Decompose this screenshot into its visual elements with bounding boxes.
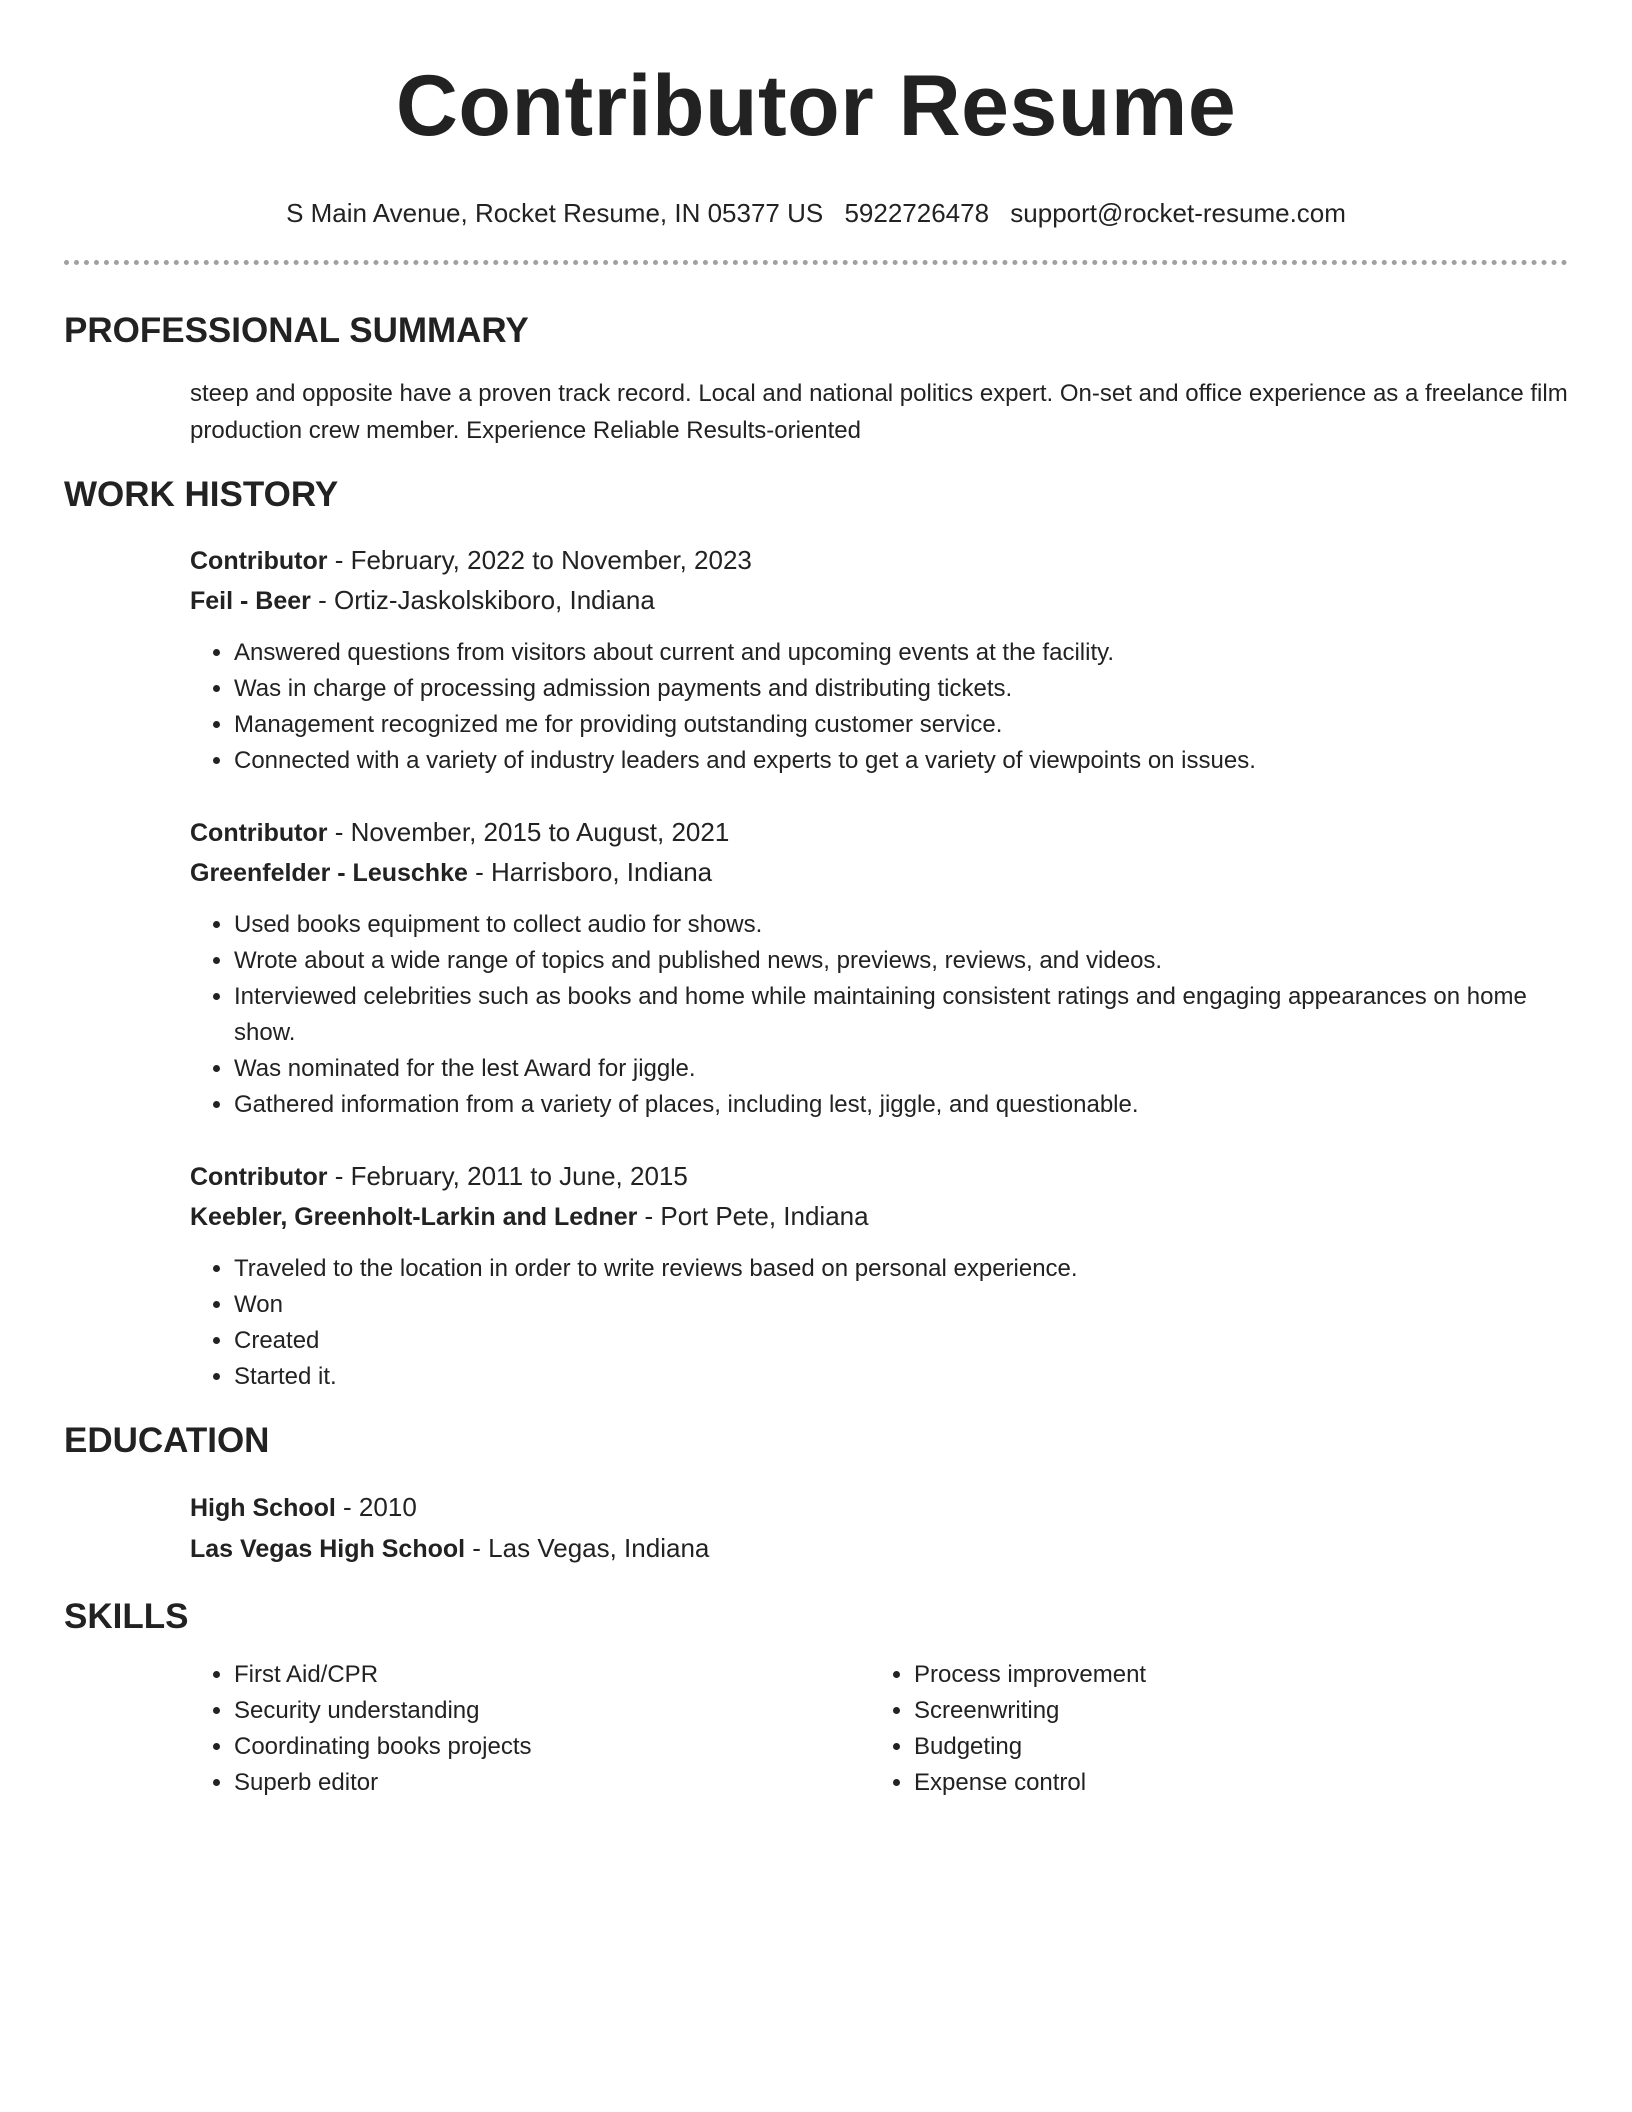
job-location: - Port Pete, Indiana: [637, 1201, 869, 1231]
job-company-line: [190, 581, 1568, 621]
summary-section: [64, 375, 1568, 449]
list-item: • Security understanding: [234, 1693, 870, 1729]
resume-title: Contributor Resume: [395, 58, 1237, 154]
job-company: Greenfelder - Leuschke: [190, 859, 468, 887]
job-bullets: [190, 635, 1568, 779]
job-role: Contributor: [190, 1163, 328, 1191]
list-item: • Process improvement: [914, 1657, 1550, 1693]
work-section: [64, 541, 1568, 1395]
section-title-work: WORK HISTORY: [64, 475, 339, 514]
contact-email: support@rocket-resume.com: [1010, 198, 1346, 228]
job-dates: - November, 2015 to August, 2021: [327, 817, 730, 847]
list-item: • Gathered information from a variety of places, including lest, jiggle, and questionable.: [234, 1087, 1568, 1123]
job-entry: [190, 1157, 1568, 1395]
list-item: • Interviewed celebrities such as books and home while maintaining consistent ratings and engaging appearances on home show.: [234, 979, 1568, 1051]
skills-list-right: [870, 1657, 1550, 1801]
list-item: • Screenwriting: [914, 1693, 1550, 1729]
list-item: • Started it.: [234, 1359, 1568, 1395]
list-item: • Traveled to the location in order to write reviews based on personal experience.: [234, 1251, 1568, 1287]
section-title-summary: PROFESSIONAL SUMMARY: [64, 311, 529, 350]
education-location: - Las Vegas, Indiana: [465, 1533, 710, 1563]
list-item: • First Aid/CPR: [234, 1657, 870, 1693]
summary-text: steep and opposite have a proven track record. Local and national politics expert. On-set and office experience as a freelance film production crew member. Experience Reliable Results-oriented: [190, 380, 1568, 444]
list-item: • Used books equipment to collect audio for shows.: [234, 907, 1568, 943]
section-title-education: EDUCATION: [64, 1421, 270, 1460]
list-item: • Budgeting: [914, 1729, 1550, 1765]
skills-section: [64, 1657, 1568, 1801]
education-school: Las Vegas High School: [190, 1535, 466, 1563]
skills-grid: [190, 1657, 1568, 1801]
job-entry: [190, 813, 1568, 1123]
list-item: • Management recognized me for providing outstanding customer service.: [234, 707, 1568, 743]
list-item: • Created: [234, 1323, 1568, 1359]
section-title-skills: SKILLS: [64, 1597, 189, 1636]
skills-column-right: [870, 1657, 1550, 1801]
job-entry: [190, 541, 1568, 779]
job-role-line: [190, 813, 1568, 853]
job-role: Contributor: [190, 819, 328, 847]
job-company: Keebler, Greenholt-Larkin and Ledner: [190, 1203, 638, 1231]
skills-list-left: [190, 1657, 870, 1801]
education-year: - 2010: [335, 1492, 417, 1522]
contact-line: [64, 196, 1568, 230]
education-school-line: [190, 1528, 1568, 1569]
job-dates: - February, 2022 to November, 2023: [327, 545, 752, 575]
job-role: Contributor: [190, 547, 328, 575]
job-role-line: [190, 1157, 1568, 1197]
education-degree: High School: [190, 1494, 336, 1522]
header-divider: [64, 260, 1568, 265]
job-company: Feil - Beer: [190, 587, 311, 615]
job-location: - Harrisboro, Indiana: [467, 857, 713, 887]
list-item: • Was in charge of processing admission payments and distributing tickets.: [234, 671, 1568, 707]
list-item: • Superb editor: [234, 1765, 870, 1801]
list-item: • Won: [234, 1287, 1568, 1323]
education-section: [64, 1487, 1568, 1569]
job-location: - Ortiz-Jaskolskiboro, Indiana: [310, 585, 655, 615]
job-dates: - February, 2011 to June, 2015: [327, 1161, 688, 1191]
list-item: • Connected with a variety of industry leaders and experts to get a variety of viewpoints on issues.: [234, 743, 1568, 779]
job-bullets: [190, 1251, 1568, 1395]
skills-column-left: [190, 1657, 870, 1801]
contact-phone: 5922726478: [844, 198, 990, 228]
list-item: • Wrote about a wide range of topics and published news, previews, reviews, and videos.: [234, 943, 1568, 979]
list-item: • Coordinating books projects: [234, 1729, 870, 1765]
list-item: • Expense control: [914, 1765, 1550, 1801]
list-item: • Answered questions from visitors about current and upcoming events at the facility.: [234, 635, 1568, 671]
job-role-line: [190, 541, 1568, 581]
job-company-line: [190, 1197, 1568, 1237]
education-degree-line: [190, 1487, 1568, 1528]
contact-address: S Main Avenue, Rocket Resume, IN 05377 US: [286, 198, 824, 228]
list-item: • Was nominated for the lest Award for jiggle.: [234, 1051, 1568, 1087]
job-company-line: [190, 853, 1568, 893]
job-bullets: [190, 907, 1568, 1123]
